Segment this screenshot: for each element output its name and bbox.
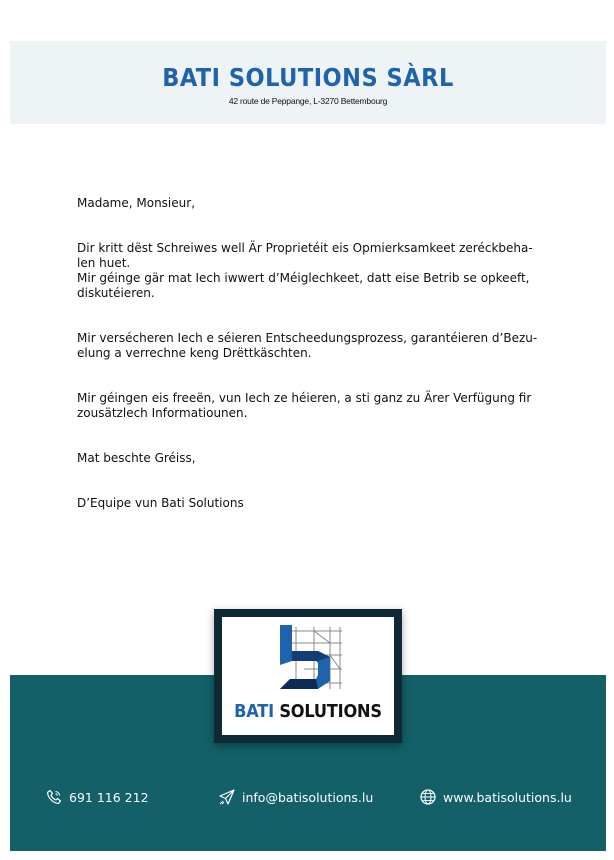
phone-icon (46, 789, 62, 805)
logo-wordmark (222, 701, 394, 722)
logo-card (222, 617, 394, 735)
company-logo (214, 609, 402, 743)
phone-number: 691 116 212 (69, 789, 149, 805)
company-name: BATI SOLUTIONS SÀRL (162, 63, 454, 92)
letter-body (77, 196, 547, 511)
logo-word-bati: BATI (234, 701, 274, 722)
footer-website[interactable] (420, 788, 572, 806)
company-address: 42 route de Peppange, L-3270 Bettembourg (228, 96, 388, 106)
paragraph-line: diskutéieren. (77, 286, 155, 300)
signature: D’Equipe vun Bati Solutions (77, 496, 244, 510)
closing: Mat beschte Gréiss, (77, 451, 196, 465)
logo-word-solutions: SOLUTIONS (279, 701, 382, 722)
email-address: info@batisolutions.lu (242, 789, 374, 805)
paragraph-line: Mir versécheren Iech e séieren Entscheedungsprozess, garantéieren d’Bezu- (77, 331, 538, 345)
globe-icon (420, 789, 436, 805)
paragraph-line: len huet. (77, 256, 131, 270)
paragraph-line: elung a verrechne keng Drëttkäschten. (77, 346, 312, 360)
send-icon (219, 789, 235, 805)
logo-mark-icon (274, 625, 344, 695)
paragraph-line: Mir géinge gär mat Iech iwwert d’Méiglechkeet, datt eise Betrib se opkeeft, (77, 271, 530, 285)
website-url: www.batisolutions.lu (443, 789, 572, 805)
letterhead (10, 41, 606, 124)
paragraph-line: Mir géingen eis freeën, vun Iech ze héieren, a sti ganz zu Ärer Verfügung fir (77, 391, 532, 405)
paragraph-line: zousätzlech Informatiounen. (77, 406, 248, 420)
footer-email[interactable] (219, 788, 373, 806)
footer-phone[interactable] (46, 788, 149, 806)
salutation: Madame, Monsieur, (77, 196, 196, 210)
paragraph-line: Dir kritt dëst Schreiwes well Är Proprietéit eis Opmierksamkeet zeréckbeha- (77, 241, 533, 255)
